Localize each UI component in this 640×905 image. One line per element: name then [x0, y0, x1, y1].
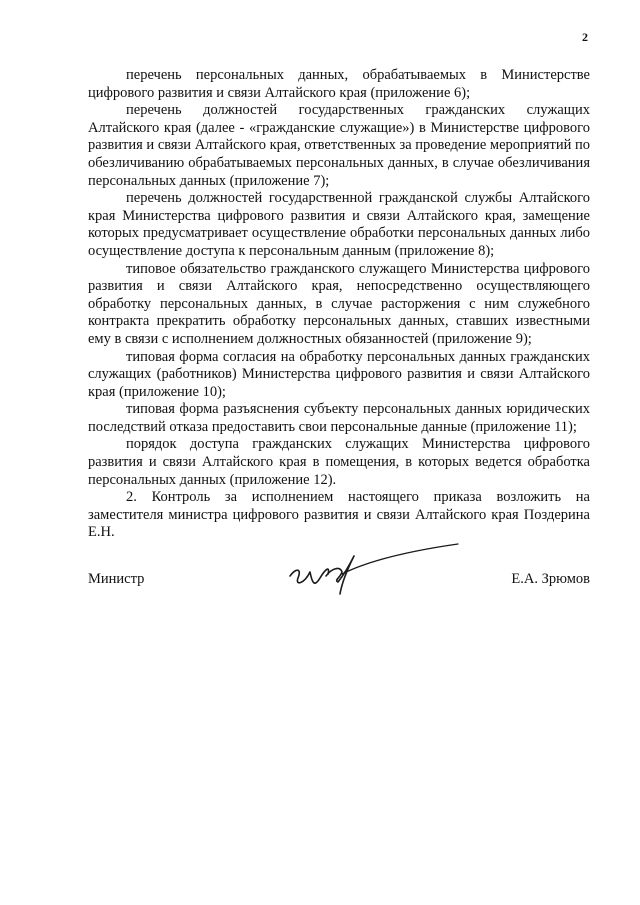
paragraph-appendix-7: перечень должностей государственных гражданских служащих Алтайского края (далее - «гражданские служащие») в Министерстве цифрового развития и связи Алтайского края, ответственных за проведение мероприятий по обезличиванию обрабатываемых персональных данных, в случае обезличивания персональных данных (приложение 7);: [88, 102, 590, 189]
paragraph-appendix-9: типовое обязательство гражданского служащего Министерства цифрового развития и связи Алтайского края, непосредственно осуществляющего обработку персональных данных, в случае расторжения с ним служебного контракта прекратить обработку персональных данных, ставших известными ему в связи с исполнением должностных обязанностей (приложение 9);: [88, 260, 590, 347]
signer-title: Министр: [88, 571, 145, 587]
paragraph-control-clause: 2. Контроль за исполнением настоящего приказа возложить на заместителя министра цифрового развития и связи Алтайского края Поздерина Е.Н.: [88, 489, 590, 541]
signature-block: [88, 538, 590, 608]
signature-stroke-1: [290, 569, 329, 583]
signature-stroke-3: [342, 544, 458, 574]
paragraph-appendix-8: перечень должностей государственной гражданской службы Алтайского края Министерства цифрового развития и связи Алтайского края, замещение которых предусматривает осуществление обработки персональных данных либо осуществление доступа к персональным данным (приложение 8);: [88, 190, 590, 259]
document-body: [88, 67, 590, 542]
page-number: 2: [582, 30, 588, 44]
paragraph-appendix-10: типовая форма согласия на обработку персональных данных гражданских служащих (работников) Министерства цифрового развития и связи Алтайского края (приложение 10);: [88, 348, 590, 400]
signer-name: Е.А. Зрюмов: [511, 571, 590, 587]
signature-stroke-2: [326, 556, 354, 594]
paragraph-appendix-6: перечень персональных данных, обрабатываемых в Министерстве цифрового развития и связи Алтайского края (приложение 6);: [88, 67, 590, 101]
paragraph-appendix-11: типовая форма разъяснения субъекту персональных данных юридических последствий отказа предоставить свои персональные данные (приложение 11);: [88, 401, 590, 435]
paragraph-appendix-12: порядок доступа гражданских служащих Министерства цифрового развития и связи Алтайского края в помещения, в которых ведется обработка персональных данных (приложение 12).: [88, 436, 590, 488]
handwritten-signature: [282, 538, 462, 602]
